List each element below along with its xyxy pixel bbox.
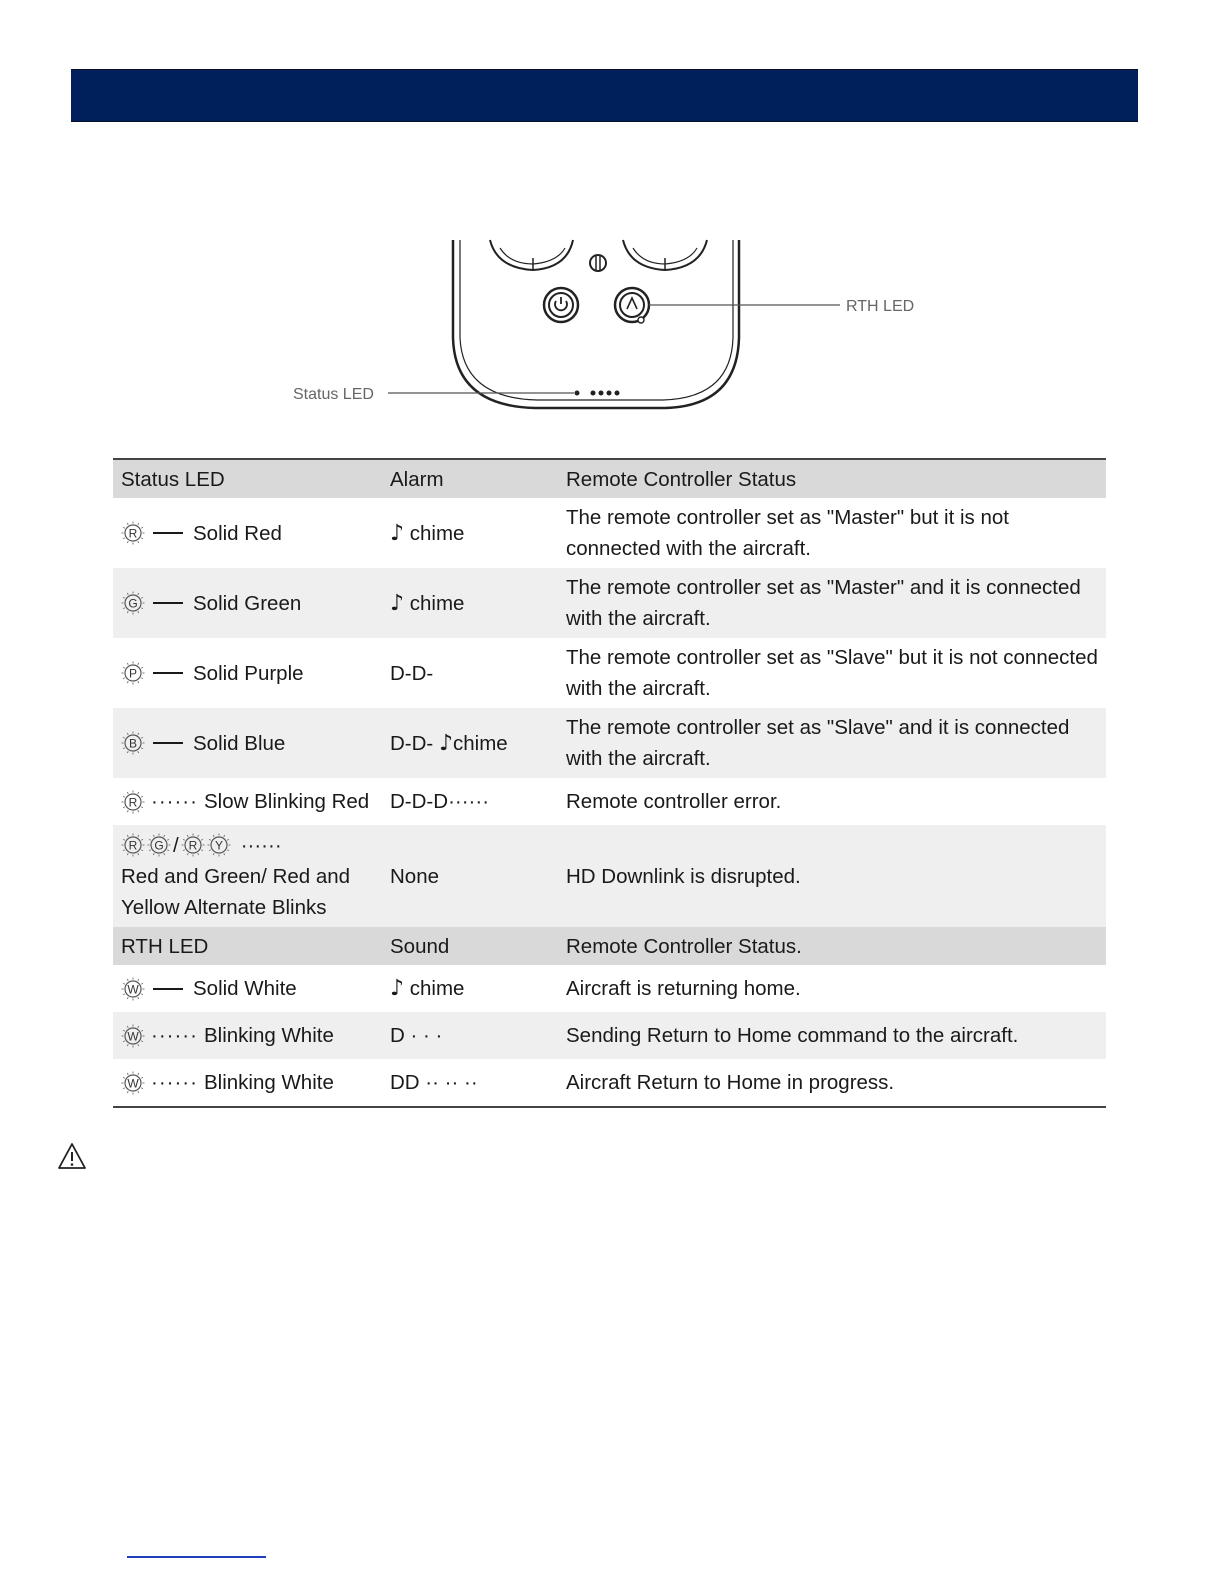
table-row bbox=[113, 1059, 1106, 1107]
table-header-cell: Remote Controller Status bbox=[558, 459, 1106, 498]
rth-led-label: RTH LED bbox=[846, 298, 915, 315]
led-description: Blinking White bbox=[203, 1024, 334, 1047]
status-led-label: Status LED bbox=[293, 386, 374, 403]
solid-line bbox=[153, 988, 183, 990]
table-header-cell: Alarm bbox=[382, 459, 558, 498]
section-header-bar bbox=[71, 69, 1138, 122]
remote-controller-illustration bbox=[285, 238, 935, 418]
led-g-icon bbox=[147, 833, 171, 857]
status-cell: The remote controller set as "Master" but it is not connected with the aircraft. bbox=[566, 506, 1009, 560]
led-y-icon bbox=[207, 833, 231, 857]
blink-dots: ······ bbox=[151, 790, 198, 813]
svg-text:W: W bbox=[127, 982, 139, 996]
led-description: Solid Purple bbox=[193, 661, 304, 685]
solid-line bbox=[153, 532, 183, 534]
status-cell: Sending Return to Home command to the aircraft. bbox=[558, 1012, 1106, 1059]
svg-text:W: W bbox=[127, 1076, 139, 1090]
led-description: Solid Green bbox=[193, 591, 302, 615]
alarm-cell bbox=[382, 965, 558, 1012]
led-description: Solid Blue bbox=[193, 731, 286, 755]
footer-link-underline[interactable] bbox=[127, 1556, 266, 1558]
led-p-icon bbox=[121, 661, 145, 685]
table-header-row bbox=[113, 459, 1106, 498]
status-cell: The remote controller set as "Master" and it is connected with the aircraft. bbox=[558, 568, 1106, 638]
svg-text:G: G bbox=[128, 596, 138, 611]
led-indicator bbox=[121, 588, 374, 619]
table-row bbox=[113, 638, 1106, 708]
led-indicator bbox=[121, 1020, 374, 1051]
status-cell: The remote controller set as "Slave" but it is not connected with the aircraft. bbox=[566, 646, 1098, 700]
table-header-cell: RTH LED bbox=[113, 927, 382, 965]
blink-dots: ······ bbox=[151, 1024, 198, 1047]
led-cell bbox=[113, 568, 382, 638]
table-row bbox=[113, 498, 1106, 568]
led-cell bbox=[113, 778, 382, 825]
svg-text:R: R bbox=[128, 838, 138, 853]
led-cell bbox=[113, 825, 382, 927]
led-description: Blinking White bbox=[203, 1071, 334, 1094]
music-note-icon: ♪ bbox=[390, 520, 405, 546]
led-w-icon bbox=[121, 1024, 145, 1048]
led-indicator bbox=[121, 786, 374, 817]
led-b-icon bbox=[121, 731, 145, 755]
led-indicator bbox=[121, 518, 374, 549]
remote-controller-diagram bbox=[285, 238, 935, 418]
led-w-icon bbox=[121, 1071, 145, 1095]
blink-dots: ······ bbox=[151, 1071, 198, 1094]
led-r-icon bbox=[121, 521, 145, 545]
led-description: Red and Green/ Red and Yellow Alternate Blinks bbox=[121, 864, 351, 919]
table-header-cell: Status LED bbox=[113, 459, 382, 498]
led-description: Solid White bbox=[193, 977, 297, 1000]
alarm-cell bbox=[382, 1012, 558, 1059]
alarm-text: D-D- bbox=[390, 731, 434, 755]
solid-line bbox=[153, 672, 183, 674]
table-row bbox=[113, 825, 1106, 927]
svg-text:W: W bbox=[127, 1029, 139, 1043]
led-cell bbox=[113, 965, 382, 1012]
solid-line bbox=[153, 742, 183, 744]
svg-text:R: R bbox=[128, 795, 138, 809]
led-description: Solid Red bbox=[193, 521, 282, 545]
led-indicator bbox=[121, 728, 374, 759]
table-row bbox=[113, 778, 1106, 825]
status-cell: The remote controller set as "Slave" and it is connected with the aircraft. bbox=[558, 708, 1106, 778]
svg-text:B: B bbox=[128, 736, 138, 751]
alternating-led-indicator bbox=[121, 830, 374, 861]
alarm-cell bbox=[382, 708, 558, 778]
blink-dots: ······ bbox=[240, 833, 282, 857]
led-g-icon bbox=[121, 591, 145, 615]
warning-triangle-icon bbox=[57, 1142, 87, 1170]
table-header-cell: Sound bbox=[382, 927, 558, 965]
led-w-icon bbox=[121, 977, 145, 1001]
music-note-icon: ♪ bbox=[390, 976, 405, 1001]
alarm-text: D-D- bbox=[390, 661, 434, 685]
led-status-table bbox=[113, 458, 1106, 1108]
svg-text:R: R bbox=[188, 838, 198, 853]
led-description: Slow Blinking Red bbox=[203, 790, 370, 813]
alarm-text: DD ·· ·· ·· bbox=[390, 1071, 478, 1094]
alarm-cell bbox=[382, 1059, 558, 1107]
slash: / bbox=[173, 833, 179, 857]
table-row bbox=[113, 1012, 1106, 1059]
table-row bbox=[113, 568, 1106, 638]
svg-text:P: P bbox=[128, 666, 138, 681]
alarm-text: D · · · bbox=[390, 1024, 443, 1047]
led-cell bbox=[113, 1059, 382, 1107]
solid-line bbox=[153, 602, 183, 604]
table-row bbox=[113, 708, 1106, 778]
status-cell: Aircraft Return to Home in progress. bbox=[566, 1071, 895, 1094]
alarm-suffix: chime bbox=[453, 731, 508, 755]
music-note-icon: ♪ bbox=[390, 590, 405, 616]
status-cell: HD Downlink is disrupted. bbox=[558, 825, 1106, 927]
svg-text:G: G bbox=[154, 838, 164, 853]
alarm-text: chime bbox=[409, 521, 465, 545]
alarm-cell: None bbox=[382, 825, 558, 927]
alarm-cell bbox=[382, 778, 558, 825]
alarm-cell bbox=[382, 638, 558, 708]
led-indicator bbox=[121, 973, 374, 1004]
status-cell: Remote controller error. bbox=[566, 790, 782, 813]
led-indicator bbox=[121, 658, 374, 689]
led-cell bbox=[113, 498, 382, 568]
svg-text:R: R bbox=[128, 526, 138, 541]
led-cell bbox=[113, 708, 382, 778]
led-r-icon bbox=[121, 833, 145, 857]
led-indicator bbox=[121, 1067, 374, 1098]
alarm-text: chime bbox=[409, 591, 465, 615]
alarm-cell bbox=[382, 568, 558, 638]
table-header-cell: Remote Controller Status. bbox=[558, 927, 1106, 965]
alarm-cell bbox=[382, 498, 558, 568]
status-cell: Aircraft is returning home. bbox=[566, 977, 801, 1000]
led-r-icon bbox=[121, 790, 145, 814]
table-row bbox=[113, 965, 1106, 1012]
music-note-icon: ♪ bbox=[438, 730, 454, 756]
table-header-row bbox=[113, 927, 1106, 965]
alarm-text: chime bbox=[409, 977, 465, 1000]
led-cell bbox=[113, 1012, 382, 1059]
led-r-icon bbox=[181, 833, 205, 857]
alarm-text: D-D-D······ bbox=[390, 790, 490, 813]
led-cell bbox=[113, 638, 382, 708]
svg-text:Y: Y bbox=[214, 838, 223, 853]
